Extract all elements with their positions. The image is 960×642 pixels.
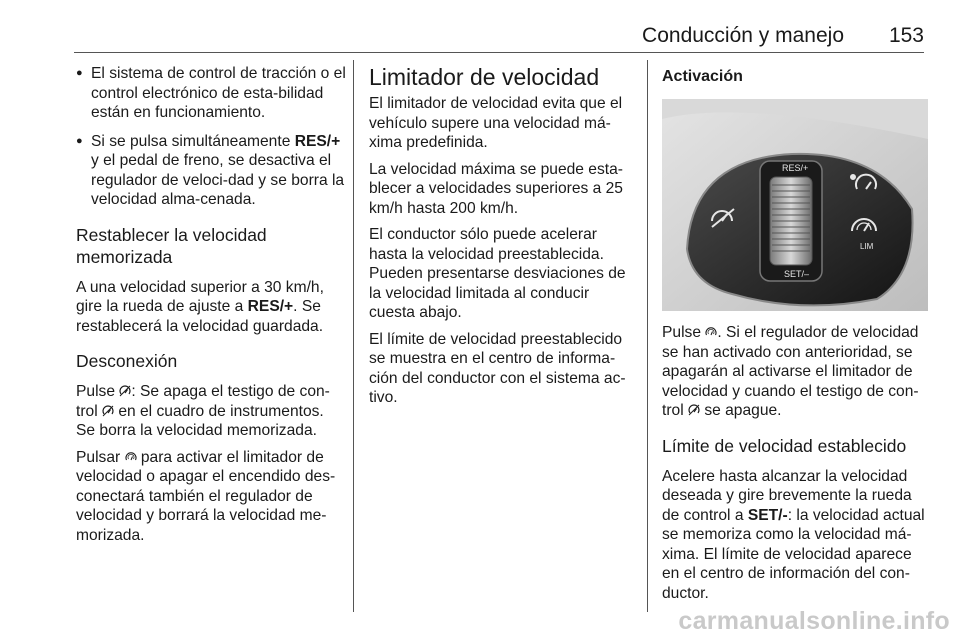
control-label: RES/+ — [247, 298, 294, 315]
paragraph — [76, 278, 346, 337]
paragraph: El conductor sólo puede acelerar hasta la velocidad preestablecida. Pueden presentarse desviaciones de la velocidad limitada al conducir cuesta abajo. — [369, 226, 626, 321]
section-heading: Activación — [662, 68, 743, 85]
text-run: y el pedal de freno, se desactiva el regulador de veloci-dad y se borra la velocidad alma-cenada. — [91, 152, 345, 208]
paragraph — [76, 448, 346, 546]
text-run: se apague. — [700, 402, 782, 419]
speed-limiter-icon — [705, 326, 717, 338]
paragraph: El límite de velocidad preestablecido se muestra en el centro de informa-ción del conductor con el sistema ac-tivo. — [369, 330, 626, 406]
text-run: Pulse — [76, 383, 120, 400]
list-item — [76, 132, 346, 210]
text-run: Acelere hasta alcanzar la velocidad deseada y gire brevemente la rueda de control a — [662, 467, 912, 524]
column-right — [662, 64, 928, 610]
column-divider-2 — [647, 60, 648, 612]
paragraph: El limitador de velocidad evita que el vehículo supere una velocidad má-xima predefinida. — [369, 95, 623, 151]
paragraph — [662, 467, 928, 604]
column-middle — [369, 64, 637, 415]
set-label: SET/– — [784, 269, 810, 279]
text-run: : Se apaga el testigo de con-trol — [76, 383, 330, 420]
text-run: en el cuadro de instrumentos. Se borra la velocidad memorizada. — [76, 402, 324, 439]
chapter-title: Conducción y manejo — [642, 24, 844, 47]
text-run: A una velocidad superior a 30 km/h, gire la rueda de ajuste a — [76, 278, 324, 315]
text-run: . Se restablecerá la velocidad guardada. — [76, 298, 324, 335]
text-run: : la velocidad actual se memoriza como la velocidad má-xima. El límite de velocidad aparece en el centro de información del con-ductor. — [662, 506, 925, 602]
lim-label: LIM — [860, 242, 874, 251]
res-label: RES/+ — [782, 163, 809, 173]
text-run: para activar el limitador de velocidad o apagar el encendido des-conectará también el regulador de velocidad y borrará la velocidad me-morizada. — [76, 448, 336, 544]
bullet-list — [76, 64, 346, 210]
paragraph — [662, 323, 928, 421]
watermark: carmanualsonline.info — [678, 607, 950, 635]
column-left — [76, 64, 346, 552]
column-divider-1 — [353, 60, 354, 612]
control-label: RES/+ — [294, 132, 341, 150]
cruise-control-icon — [688, 404, 700, 416]
text-run: Pulse — [662, 324, 706, 341]
control-label: SET/- — [747, 506, 788, 524]
text-run: Si se pulsa simultáneamente — [91, 132, 295, 150]
steering-controls-illustration — [662, 99, 928, 311]
paragraph: La velocidad máxima se puede esta-blecer a velocidades superiores a 25 km/h hasta 200 km/h. — [369, 160, 623, 217]
speed-limiter-icon — [125, 451, 137, 463]
section-heading: Límite de velocidad establecido — [662, 435, 907, 456]
section-heading: Restablecer la velocidad memorizada — [76, 224, 267, 267]
page-header — [74, 24, 924, 54]
header-divider — [74, 52, 924, 53]
cruise-control-icon — [119, 385, 131, 397]
section-heading: Desconexión — [76, 351, 178, 371]
text-run: Pulsar — [76, 448, 125, 466]
list-item: ● El sistema de control de tracción o el control electrónico de esta-bilidad están en funcionamiento. — [76, 64, 346, 123]
paragraph — [76, 382, 346, 441]
steering-wheel-controls-photo — [662, 99, 928, 311]
text-run: . Si el regulador de velocidad se han activado con anterioridad, se apagarán al activarse el limitador de velocidad y cuando el testigo de con-trol — [662, 324, 919, 419]
page-number: 153 — [888, 24, 924, 47]
section-title: Limitador de velocidad — [369, 64, 600, 90]
cruise-control-icon — [102, 405, 114, 417]
